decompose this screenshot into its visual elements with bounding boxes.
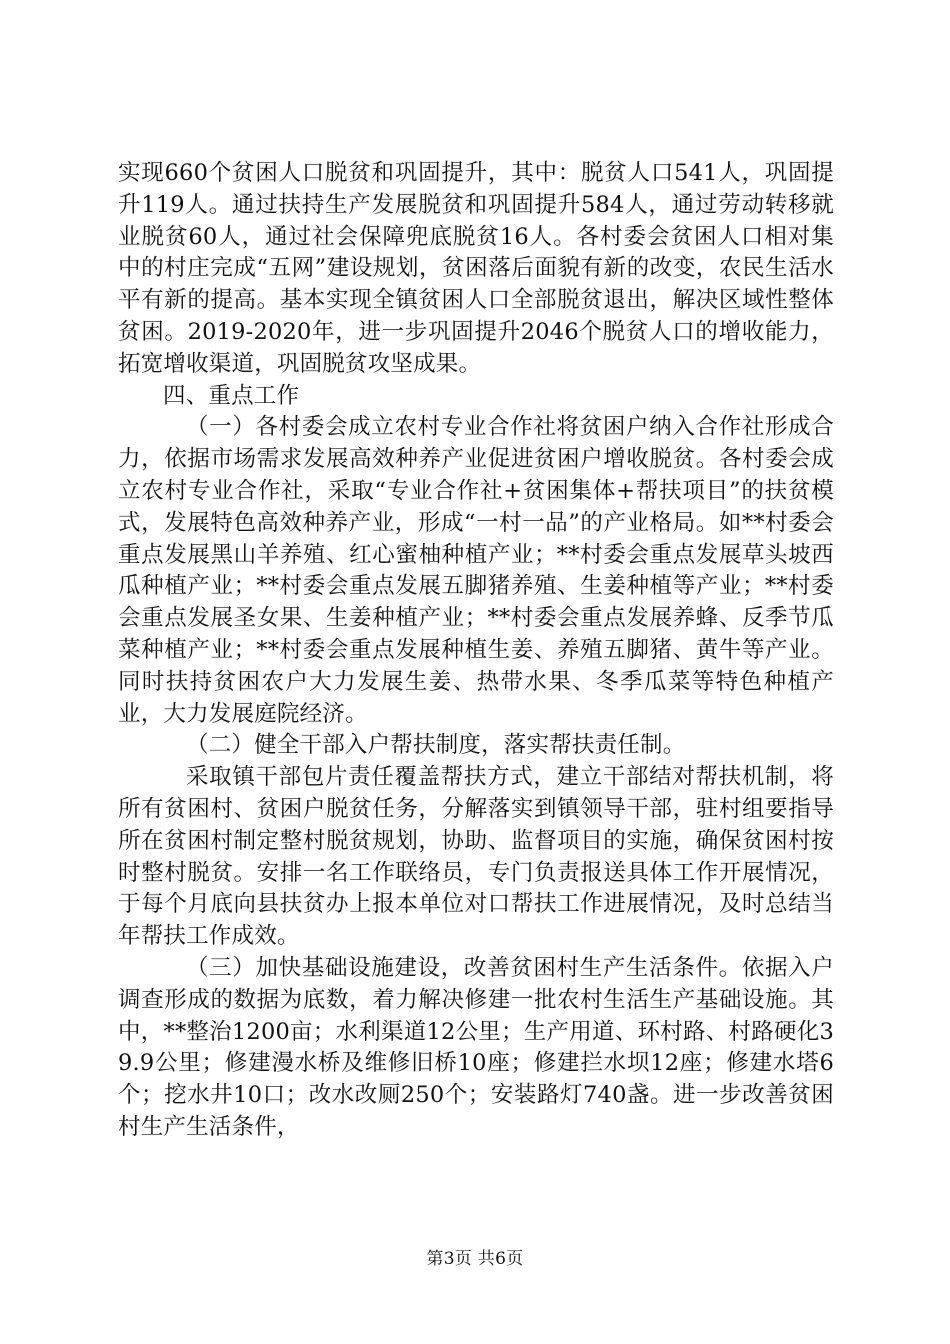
page-number-footer: 第3页 共6页 <box>426 1249 524 1269</box>
section-heading-key-work: 四、重点工作 <box>163 382 300 409</box>
paragraph-infrastructure: （三）加快基础设施建设，改善贫困村生产生活条件。依据入户调查形成的数据为底数，着力解决修建一批农村生活生产基础设施。其中，**整治1200亩；水利渠道12公里；生产用道、环村路、村路硬化39.9公里；修建漫水桥及维修旧桥10座；修建拦水坝12座；修建水塔6个；挖水井10口；改水改厕250个；安装路灯740盏。进一步改善贫困村生产生活条件， <box>118 954 834 1140</box>
paragraph-cooperatives: （一）各村委会成立农村专业合作社将贫困户纳入合作社形成合力，依据市场需求发展高效种养产业促进贫困户增收脱贫。各村委会成立农村专业合作社，采取“专业合作社+贫困集体+帮扶项目”的扶贫模式，发展特色高效种养产业，形成“一村一品”的产业格局。如**村委会重点发展黑山羊养殖、红心蜜柚种植产业；**村委会重点发展草头坡西瓜种植产业；**村委会重点发展五脚猪养殖、生姜种植等产业；**村委会重点发展圣女果、生姜种植产业；**村委会重点发展养蜂、反季节瓜菜种植产业；**村委会重点发展种植生姜、养殖五脚猪、黄牛等产业。同时扶持贫困农户大力发展生姜、热带水果、冬季瓜菜等特色种植产业，大力发展庭院经济。 <box>118 414 834 727</box>
paragraph-cadre-assistance: 采取镇干部包片责任覆盖帮扶方式，建立干部结对帮扶机制，将所有贫困村、贫困户脱贫任务，分解落实到镇领导干部，驻村组要指导所在贫困村制定整村脱贫规划，协助、监督项目的实施，确保贫困村按时整村脱贫。安排一名工作联络员，专门负责报送具体工作开展情况，于每个月底向县扶贫办上报本单位对口帮扶工作进展情况，及时总结当年帮扶工作成效。 <box>118 764 834 950</box>
document-body <box>118 158 834 1144</box>
paragraph-poverty-targets: 实现660个贫困人口脱贫和巩固提升，其中：脱贫人口541人，巩固提升119人。通过扶持生产发展脱贫和巩固提升584人，通过劳动转移就业脱贫60人，通过社会保障兜底脱贫16人。各村委会贫困人口相对集中的村庄完成“五网”建设规划，贫困落后面貌有新的改变，农民生活水平有新的提高。基本实现全镇贫困人口全部脱贫退出，解决区域性整体贫困。2019-2020年，进一步巩固提升2046个脱贫人口的增收能力，拓宽增收渠道，巩固脱贫攻坚成果。 <box>118 160 834 377</box>
subheading-cadre-assistance: （二）健全干部入户帮扶制度，落实帮扶责任制。 <box>186 732 686 759</box>
